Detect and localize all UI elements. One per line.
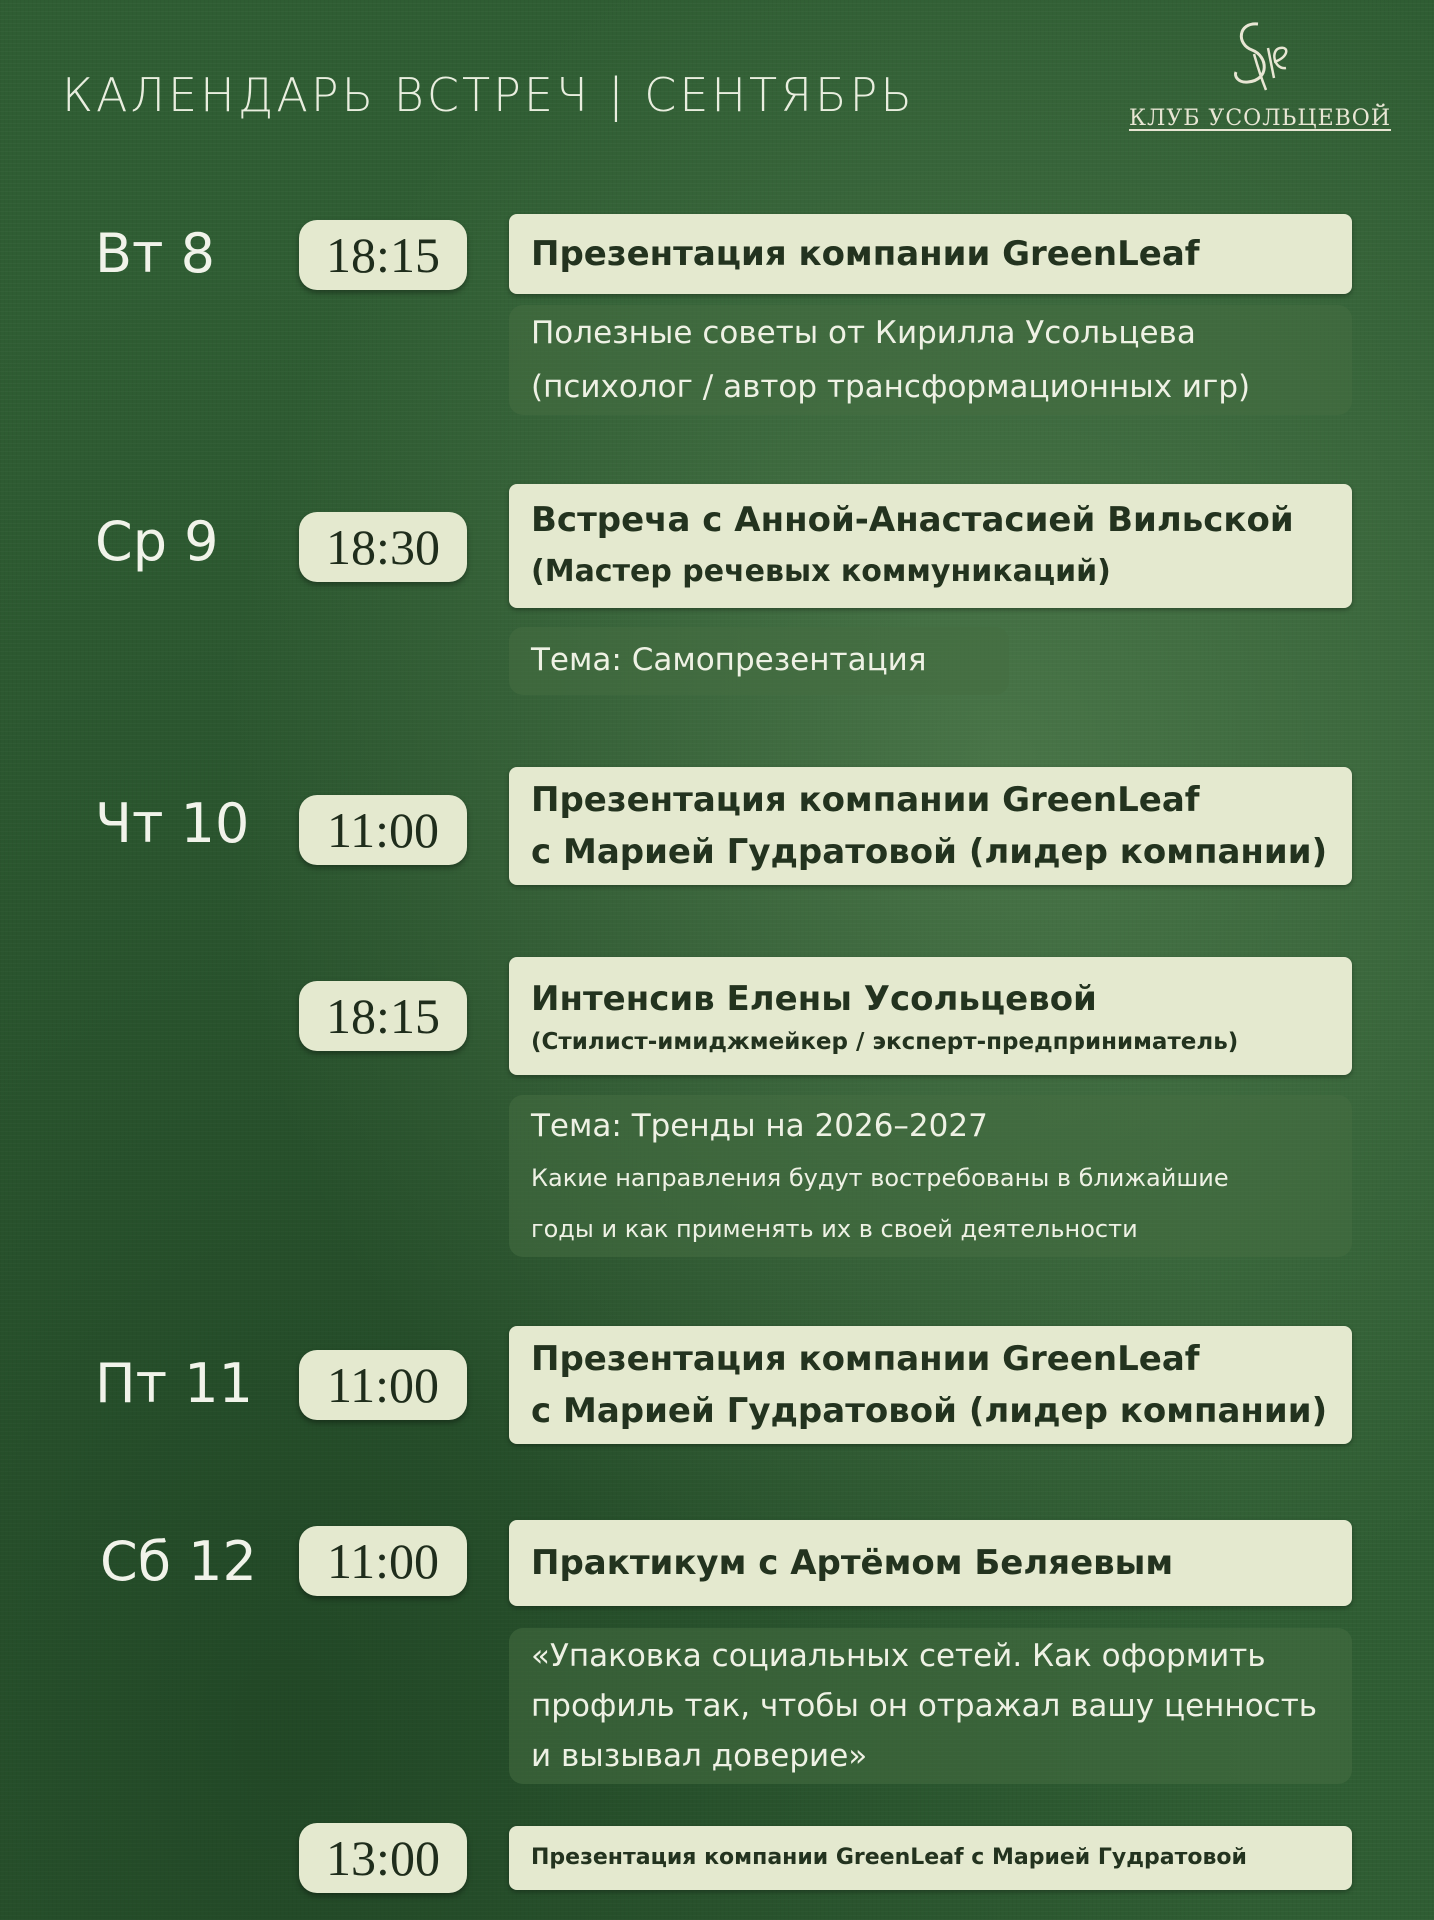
event-detail-line: Какие направления будут востребованы в ближайшие xyxy=(531,1164,1229,1192)
time-badge: 11:00 xyxy=(299,1526,467,1596)
event-detail-line: и вызывал доверие» xyxy=(531,1738,868,1774)
time-badge: 18:15 xyxy=(299,220,467,290)
event-card xyxy=(509,1520,1352,1606)
event-title: Практикум с Артёмом Беляевым xyxy=(531,1543,1174,1583)
event-card xyxy=(509,957,1352,1075)
event-subtitle: (Мастер речевых коммуникаций) xyxy=(531,554,1111,589)
event-card xyxy=(509,1326,1352,1444)
day-label: Ср 9 xyxy=(95,510,219,573)
event-detail-line: (психолог / автор трансформационных игр) xyxy=(531,369,1251,405)
logo-text: КЛУБ УСОЛЬЦЕВОЙ xyxy=(1128,106,1392,131)
time-badge: 13:00 xyxy=(299,1823,467,1893)
event-details xyxy=(509,1095,1352,1257)
event-detail-line: профиль так, чтобы он отражал вашу ценность xyxy=(531,1688,1318,1724)
monogram-logo-icon xyxy=(1218,18,1302,100)
day-label: Сб 12 xyxy=(100,1530,257,1593)
page-title: КАЛЕНДАРЬ ВСТРЕЧ | СЕНТЯБРЬ xyxy=(62,68,915,122)
day-label: Чт 10 xyxy=(95,792,250,855)
club-logo xyxy=(1125,18,1395,163)
time-badge: 18:15 xyxy=(299,981,467,1051)
event-title: Презентация компании GreenLeaf xyxy=(531,1339,1200,1379)
event-card xyxy=(509,214,1352,294)
event-subtitle: с Марией Гудратовой (лидер компании) xyxy=(531,832,1328,872)
event-title: Презентация компании GreenLeaf xyxy=(531,780,1200,820)
time-badge: 18:30 xyxy=(299,512,467,582)
event-title: Презентация компании GreenLeaf xyxy=(531,234,1200,274)
event-title: Презентация компании GreenLeaf с Марией Гудратовой xyxy=(531,1845,1247,1870)
event-detail-line: Полезные советы от Кирилла Усольцева xyxy=(531,315,1196,351)
event-detail-line: годы и как применять их в своей деятельности xyxy=(531,1215,1138,1243)
time-badge: 11:00 xyxy=(299,795,467,865)
event-card xyxy=(509,484,1352,608)
event-subtitle: с Марией Гудратовой (лидер компании) xyxy=(531,1391,1328,1431)
event-details xyxy=(509,627,1009,695)
day-label: Пт 11 xyxy=(95,1352,253,1415)
event-details xyxy=(509,1628,1352,1784)
event-title: Встреча с Анной-Анастасией Вильской xyxy=(531,500,1294,540)
event-detail-line: Тема: Самопрезентация xyxy=(531,642,927,678)
event-subtitle: (Стилист-имиджмейкер / эксперт-предприниматель) xyxy=(531,1029,1239,1055)
event-detail-line: Тема: Тренды на 2026–2027 xyxy=(531,1108,988,1144)
day-label: Вт 8 xyxy=(95,222,216,285)
event-card xyxy=(509,767,1352,885)
event-card xyxy=(509,1826,1352,1890)
event-title: Интенсив Елены Усольцевой xyxy=(531,979,1097,1019)
event-details xyxy=(509,305,1352,415)
time-badge: 11:00 xyxy=(299,1350,467,1420)
event-detail-line: «Упаковка социальных сетей. Как оформить xyxy=(531,1638,1266,1674)
